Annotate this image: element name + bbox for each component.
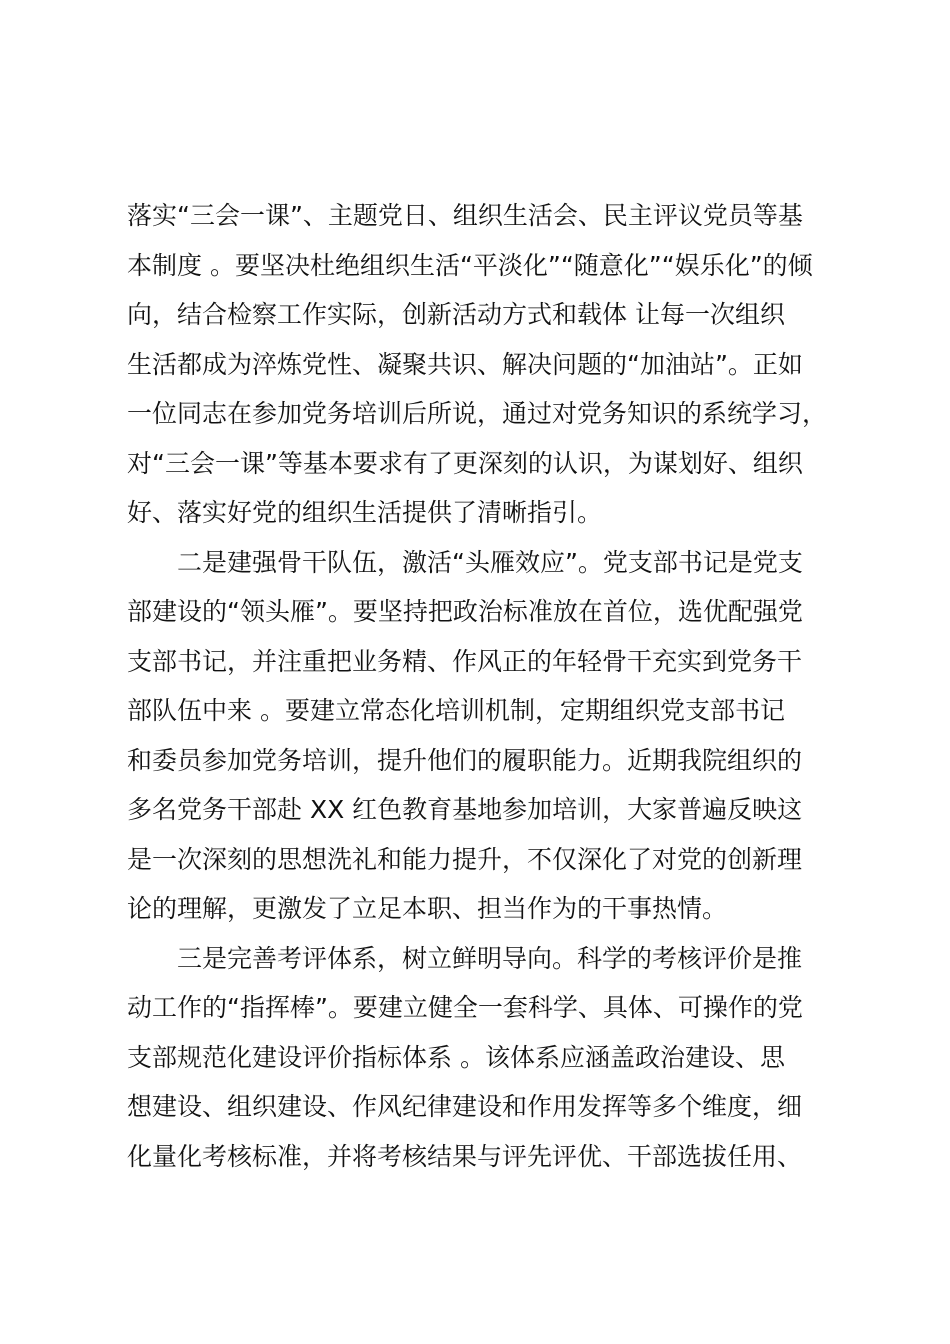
- text-line: 化量化考核标准，并将考核结果与评先评优、干部选拔任用、: [127, 1141, 803, 1171]
- text-line: 落实“三会一课”、主题党日、组织生活会、民主评议党员等基: [127, 201, 803, 230]
- paragraph-start-line: 二是建强骨干队伍，激活“头雁效应”。党支部书记是党支: [177, 547, 803, 577]
- text-line: 多名党务干部赴 XX 红色教育基地参加培训，大家普遍反映这: [127, 795, 803, 824]
- text-line: 一位同志在参加党务培训后所说，通过对党务知识的系统学习，: [127, 399, 828, 428]
- text-line: 支部书记，并注重把业务精、作风正的年轻骨干充实到党务干: [127, 646, 803, 676]
- paragraph-start-line: 三是完善考评体系，树立鲜明导向。科学的考核评价是推: [177, 943, 803, 973]
- text-line: 想建设、组织建设、作风纪律建设和作用发挥等多个维度，细: [127, 1092, 803, 1121]
- text-line: 动工作的“指挥棒”。要建立健全一套科学、具体、可操作的党: [127, 993, 803, 1022]
- text-line: 本制度 。要坚决杜绝组织生活“平淡化”“随意化”“娱乐化”的倾: [127, 250, 813, 280]
- text-line: 好、落实好党的组织生活提供了清晰指引。: [127, 498, 603, 527]
- text-line: 生活都成为淬炼党性、凝聚共识、解决问题的“加油站”。正如: [127, 349, 803, 379]
- text-line: 部队伍中来 。要建立常态化培训机制，定期组织党支部书记: [127, 696, 785, 725]
- text-line: 是一次深刻的思想洗礼和能力提升，不仅深化了对党的创新理: [127, 844, 803, 874]
- text-line: 向，结合检察工作实际，创新活动方式和载体 让每一次组织: [127, 300, 785, 329]
- text-line: 论的理解，更激发了立足本职、担当作为的干事热情。: [127, 894, 728, 923]
- text-line: 和委员参加党务培训，提升他们的履职能力。近期我院组织的: [127, 745, 803, 775]
- text-line: 部建设的“领头雁”。要坚持把政治标准放在首位，选优配强党: [127, 597, 803, 626]
- document-body: [127, 191, 827, 1181]
- text-line: 支部规范化建设评价指标体系 。该体系应涵盖政治建设、思: [127, 1042, 785, 1072]
- text-line: 对“三会一课”等基本要求有了更深刻的认识，为谋划好、组织: [127, 448, 803, 478]
